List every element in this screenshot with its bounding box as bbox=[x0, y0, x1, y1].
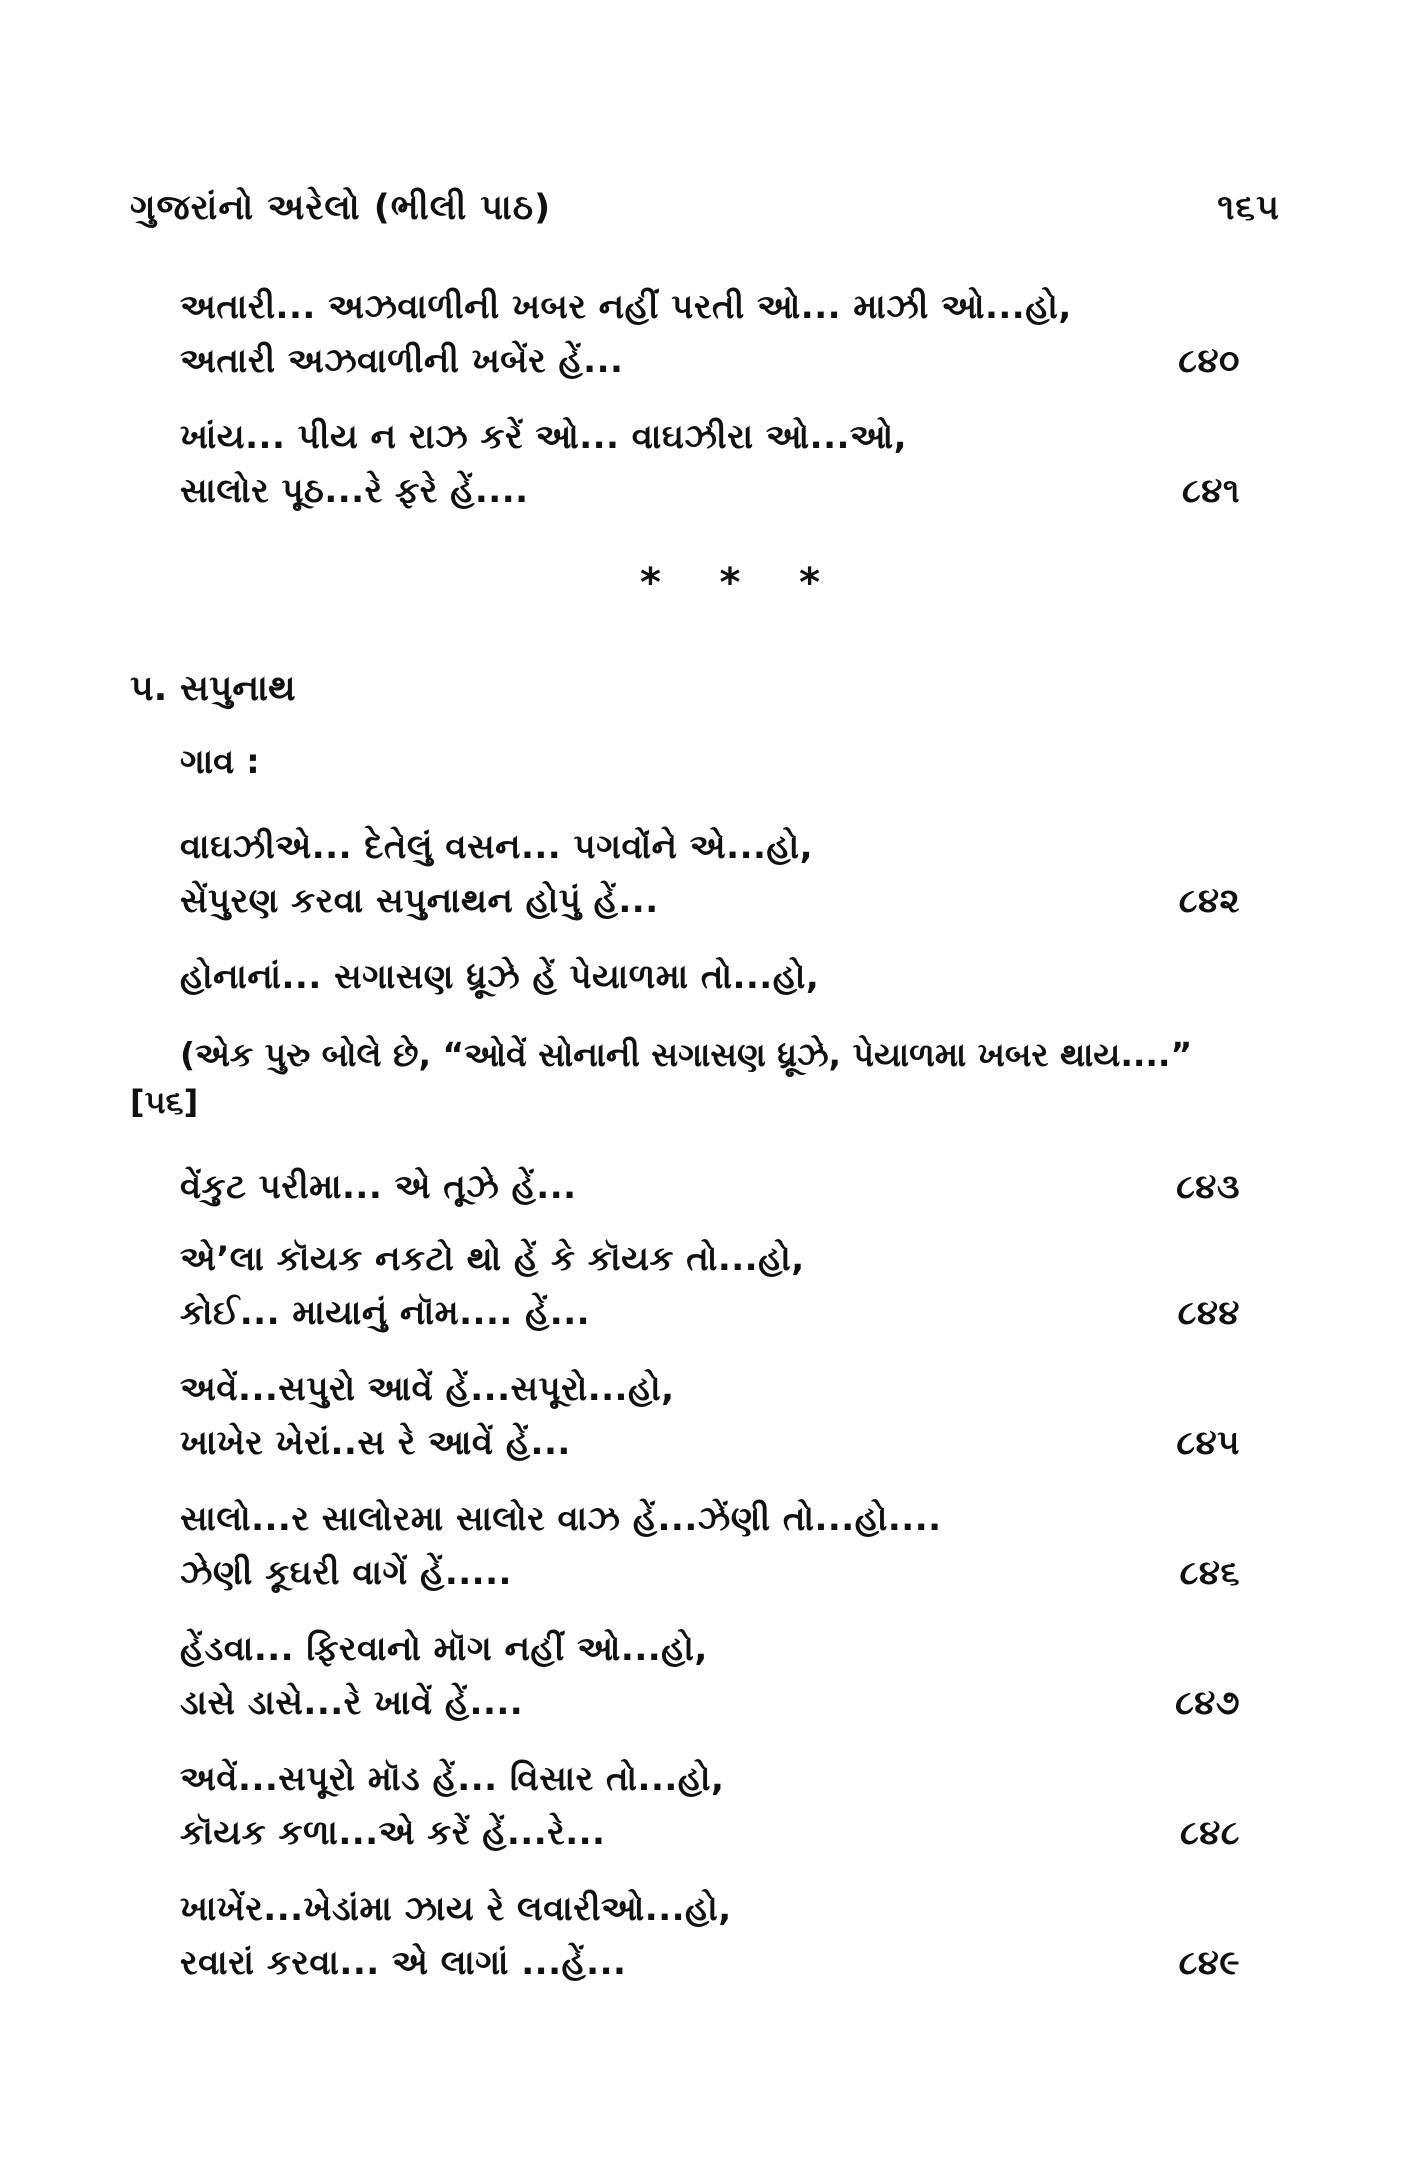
verse-line: હોનાનાં... સગાસણ ધ્રૂઝે હેં પેયાળમા તો...હો, bbox=[180, 957, 820, 997]
verse-line: એ’લા કૉયક નકટો થો હેં કે કૉયક તો...હો, bbox=[180, 1239, 805, 1279]
verse-number: ૮૪૯ bbox=[1178, 1943, 1240, 1983]
verse-stanza bbox=[180, 1160, 1240, 1214]
running-header bbox=[130, 188, 1280, 228]
page-number: ૧૬૫ bbox=[1217, 188, 1280, 228]
verse-stanza bbox=[180, 1882, 1240, 1990]
section-divider bbox=[640, 560, 820, 606]
verse-stanza bbox=[180, 1232, 1240, 1340]
verse-line: રવારાં કરવા... એ લાગાં ...હેં... ૮૪૯ bbox=[180, 1936, 1240, 1990]
verse-line: ખાખેંર...ખેડાંમા ઝાય રે લવારીઓ...હો, bbox=[180, 1889, 732, 1929]
running-title: ગુજરાંનો અરેલો (ભીલી પાઠ) bbox=[130, 188, 552, 228]
verse-line: સાલોર પૂઠ...રે ફરે હેં.... ૮૪૧ bbox=[180, 464, 1240, 518]
verse-number: ૮૪૧ bbox=[1182, 471, 1240, 511]
verse-line: કોઈ... માયાનું નૉમ.... હેં... ૮૪૪ bbox=[180, 1286, 1240, 1340]
section-heading: ૫. સપુનાથ bbox=[130, 668, 296, 709]
verse-stanza bbox=[180, 1362, 1240, 1470]
spoken-note: (એક પુરુ બોલે છે, “ઓવેં સોનાની સગાસણ ધ્રૂઝે, પેયાળમા ખબર થાય....” bbox=[180, 1035, 1193, 1074]
divider-star: * bbox=[799, 560, 820, 606]
divider-star: * bbox=[719, 560, 741, 606]
section-subheading: ગાવ : bbox=[180, 742, 260, 782]
verse-line: ખાખેર ખેરાં..સ રે આવેં હેં... ૮૪૫ bbox=[180, 1416, 1240, 1470]
verse-line: સેંપુરણ કરવા સપુનાથન હોપું હેં... ૮૪૨ bbox=[180, 874, 1240, 928]
verse-stanza bbox=[180, 410, 1240, 518]
verse-stanza bbox=[180, 1492, 1240, 1600]
verse-line: અતારી... અઝવાળીની ખબર નહીં પરતી ઓ... માઝી ઓ...હો, bbox=[180, 287, 1072, 327]
verse-line: અવેં...સપૂરો મૉડ હેં... વિસાર તો...હો, bbox=[180, 1759, 725, 1799]
verse-stanza bbox=[180, 280, 1240, 388]
verse-line: હેંડવા... ફિરવાનો મૉગ નહીં ઓ...હો, bbox=[180, 1629, 708, 1669]
verse-line: ઝેણી કૂઘરી વાગેં હેં..... ૮૪૬ bbox=[180, 1546, 1240, 1600]
verse-number: ૮૪૬ bbox=[1179, 1553, 1240, 1593]
verse-number: ૮૪૦ bbox=[1178, 341, 1240, 381]
divider-star: * bbox=[640, 560, 661, 606]
verse-line: વાઘઝીએ... દેતેલું વસન... પગવોંને એ...હો, bbox=[180, 827, 813, 867]
verse-number: ૮૪૭ bbox=[1175, 1683, 1240, 1723]
verse-line: ડાસે ડાસે...રે ખાવેં હેં.... ૮૪૭ bbox=[180, 1676, 1240, 1730]
verse-number: ૮૪૪ bbox=[1177, 1293, 1240, 1333]
verse-line: અતારી અઝવાળીની ખબેંર હેં... ૮૪૦ bbox=[180, 334, 1240, 388]
verse-line: સાલો...ર સાલોરમા સાલોર વાઝ હેં...ઝેંણી તો...હો.... bbox=[180, 1499, 942, 1539]
verse-line: વેંકુટ પરીમા... એ તૂઝે હેં... ૮૪૩ bbox=[180, 1160, 1240, 1214]
verse-number: ૮૪૨ bbox=[1178, 881, 1240, 921]
verse-line: ખાંય... પીય ન રાઝ કરેં ઓ... વાઘઝીરા ઓ...ઓ, bbox=[180, 417, 908, 457]
verse-number: ૮૪૮ bbox=[1180, 1813, 1240, 1853]
verse-number: ૮૪૩ bbox=[1176, 1167, 1240, 1207]
verse-stanza bbox=[180, 1622, 1240, 1730]
verse-line: કૉયક કળા...એ કરેં હેં...રે... ૮૪૮ bbox=[180, 1806, 1240, 1860]
verse-number: ૮૪૫ bbox=[1176, 1423, 1240, 1463]
verse-stanza bbox=[180, 1752, 1240, 1860]
page-marker: [૫૬] bbox=[130, 1083, 199, 1121]
verse-stanza bbox=[180, 950, 1240, 1004]
verse-stanza bbox=[180, 820, 1240, 928]
verse-line: અવેં...સપુરો આવેં હેં...સપૂરો...હો, bbox=[180, 1369, 675, 1409]
